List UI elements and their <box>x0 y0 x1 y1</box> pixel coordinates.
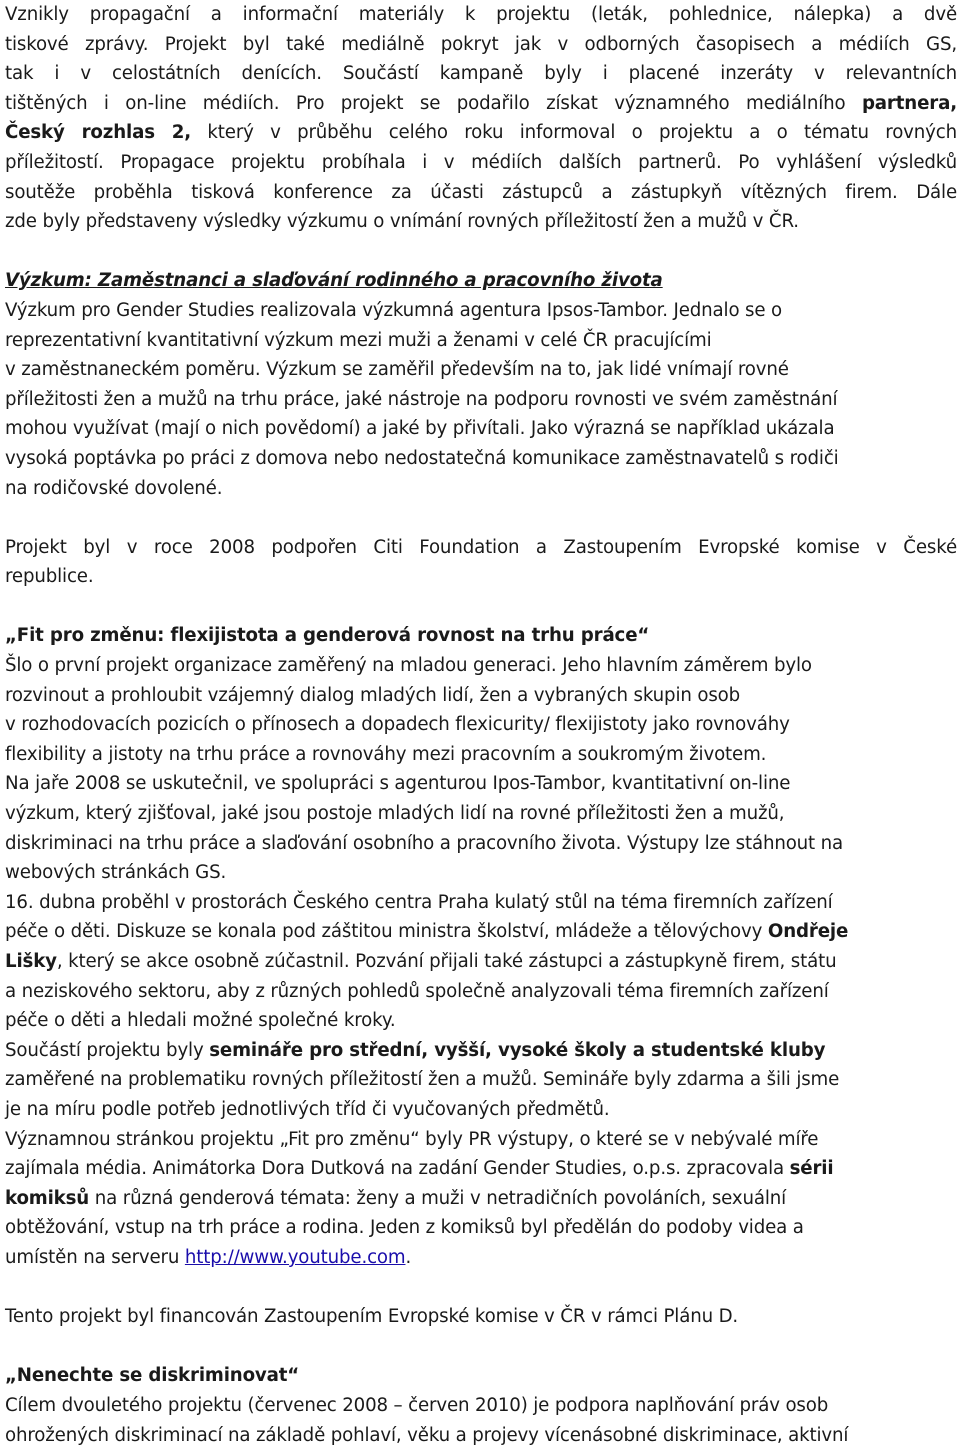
document-page <box>5 0 957 1450</box>
text-line: Vznikly propagační a informační materiály k projektu (leták, pohlednice, nálepka) a dvě <box>5 4 957 25</box>
text-line: Projekt byl v roce 2008 podpořen Citi Foundation a Zastoupením Evropské komise v České <box>5 536 957 558</box>
spacer <box>5 1273 957 1303</box>
text-line: Na jaře 2008 se uskutečnil, ve spolupráci s agenturou Ipos-Tambor, kvantitativní on-line <box>5 773 791 795</box>
section-research <box>5 266 957 503</box>
text-line <box>5 1184 957 1214</box>
paragraph-media-campaign <box>5 0 957 237</box>
text-line: ohrožených diskriminací na základě pohlaví, věku a projevy vícenásobné diskriminace, aktivní <box>5 1424 849 1446</box>
bold-series: sérii <box>789 1158 834 1180</box>
text-line: rozvinout a prohloubit vzájemný dialog mladých lidí, žen a vybraných skupin osob <box>5 684 741 706</box>
section-heading-research: Výzkum: Zaměstnanci a slaďování rodinného a pracovního života <box>5 270 663 292</box>
text-line: republice. <box>5 566 94 588</box>
text-line: Tento projekt byl financován Zastoupením Evropské komise v ČR v rámci Plánu D. <box>5 1306 739 1328</box>
text-line: zde byly představeny výsledky výzkumu o vnímání rovných příležitostí žen a mužů v ČR. <box>5 211 799 233</box>
text-span: , který se akce osobně zúčastnil. Pozvání přijali také zástupci a zástupkyně firem, státu <box>56 951 837 972</box>
text-line <box>5 89 957 119</box>
text-span: Součástí projektu byly <box>5 1039 210 1061</box>
text-span: péče o děti. Diskuze se konala pod záštitou ministra školství, mládeže a tělovýchovy <box>5 921 768 943</box>
bold-partner: partnera, <box>861 92 957 114</box>
text-line: v rozhodovacích pozicích o přínosech a dopadech flexicurity/ flexijistoty jako rovnováhy <box>5 714 790 736</box>
text-line <box>5 1243 957 1273</box>
bold-radio-name: Český rozhlas 2, <box>5 122 192 144</box>
section-heading-fit: „Fit pro změnu: flexijistota a genderová rovnost na trhu práce“ <box>5 625 650 647</box>
text-line: v zaměstnaneckém poměru. Výzkum se zaměřil především na to, jak lidé vnímají rovné <box>5 359 789 381</box>
bold-comics: komiksů <box>5 1187 90 1209</box>
spacer <box>5 503 957 533</box>
text-line: péče o děti a hledali možné společné kroky. <box>5 1010 396 1032</box>
text-line: zaměřené na problematiku rovných příležitostí žen a mužů. Semináře byly zdarma a šili jsme <box>5 1069 840 1091</box>
section-nenechte-se <box>5 1361 957 1450</box>
text-line: příležitosti žen a mužů na trhu práce, jaké nástroje na podporu rovnosti ve svém zaměstnání <box>5 388 838 410</box>
section-heading-nenechte: „Nenechte se diskriminovat“ <box>5 1365 300 1387</box>
paragraph-funding <box>5 533 957 592</box>
text-line: Významnou stránkou projektu „Fit pro změnu“ byly PR výstupy, o které se v nebývalé míře <box>5 1128 819 1150</box>
bold-seminars: semináře pro střední, vyšší, vysoké školy a studentské kluby <box>209 1039 826 1061</box>
text-line: reprezentativní kvantitativní výzkum mezi muži a ženami v celé ČR pracujícími <box>5 329 712 351</box>
text-line <box>5 1154 957 1184</box>
spacer <box>5 237 957 267</box>
text-line <box>5 947 957 977</box>
bold-minister-name: Ondřeje <box>767 921 849 943</box>
spacer <box>5 1332 957 1362</box>
text-line: a neziskového sektoru, aby z různých pohledů společně analyzovali téma firemních zařízení <box>5 980 829 1002</box>
text-line <box>5 917 957 947</box>
text-span: tištěných i on-line médiích. Pro projekt se podařilo získat významného mediálního <box>5 92 846 114</box>
text-span: na různá genderová témata: ženy a muži v netradičních povoláních, sexuální <box>89 1187 787 1209</box>
text-span: umístěn na serveru <box>5 1246 185 1268</box>
text-line: Výzkum pro Gender Studies realizovala výzkumná agentura Ipsos-Tambor. Jednalo se o <box>5 299 783 321</box>
text-line: mohou využívat (mají o nich povědomí) a jaké by přivítali. Jako výrazná se například ukázala <box>5 418 835 440</box>
text-line: diskriminaci na trhu práce a slaďování osobního a pracovního života. Výstupy lze stáhnout na <box>5 832 844 854</box>
text-line: Cílem dvouletého projektu (červenec 2008 – červen 2010) je podpora naplňování práv osob <box>5 1394 829 1416</box>
text-span: . <box>405 1246 412 1268</box>
text-line: soutěže proběhla tisková konference za účasti zástupců a zástupkyň vítězných firem. Dále <box>5 181 957 203</box>
text-span: zajímala média. Animátorka Dora Dutková na zadání Gender Studies, o.p.s. zpracovala <box>5 1158 790 1180</box>
text-line: tak i v celostátních denících. Součástí kampaně byly i placené inzeráty v relevantních <box>5 63 957 85</box>
text-line: tiskové zprávy. Projekt byl také mediálně pokryt jak v odborných časopisech a médiích GS, <box>5 33 957 55</box>
text-line <box>5 1036 957 1066</box>
text-line: 16. dubna proběhl v prostorách Českého centra Praha kulatý stůl na téma firemních zařízení <box>5 891 833 913</box>
text-line: výzkum, který zjišťoval, jaké jsou postoje mladých lidí na rovné příležitosti žen a mužů, <box>5 803 785 825</box>
text-line: vysoká poptávka po práci z domova nebo nedostatečná komunikace zaměstnavatelů s rodiči <box>5 447 839 469</box>
paragraph-plan-d <box>5 1302 957 1332</box>
spacer <box>5 592 957 622</box>
text-line: Šlo o první projekt organizace zaměřený na mladou generaci. Jeho hlavním záměrem bylo <box>5 655 812 677</box>
text-line: webových stránkách GS. <box>5 862 227 884</box>
text-line: je na míru podle potřeb jednotlivých tříd či vyučovaných předmětů. <box>5 1098 610 1120</box>
text-line: příležitostí. Propagace projektu probíhala i v médiích dalších partnerů. Po vyhlášení výsledků <box>5 151 957 173</box>
text-span: který v průběhu celého roku informoval o projektu a o tématu rovných <box>191 122 957 144</box>
text-line <box>5 118 957 148</box>
text-line: na rodičovské dovolené. <box>5 477 223 499</box>
youtube-link[interactable]: http://www.youtube.com <box>184 1246 406 1268</box>
bold-minister-surname: Lišky <box>5 951 57 972</box>
text-line: flexibility a jistoty na trhu práce a rovnováhy mezi pracovním a soukromým životem. <box>5 743 767 765</box>
text-line: obtěžování, vstup na trh práce a rodina. Jeden z komiksů byl předělán do podoby videa a <box>5 1217 804 1239</box>
section-fit-pro-zmenu <box>5 621 957 1272</box>
